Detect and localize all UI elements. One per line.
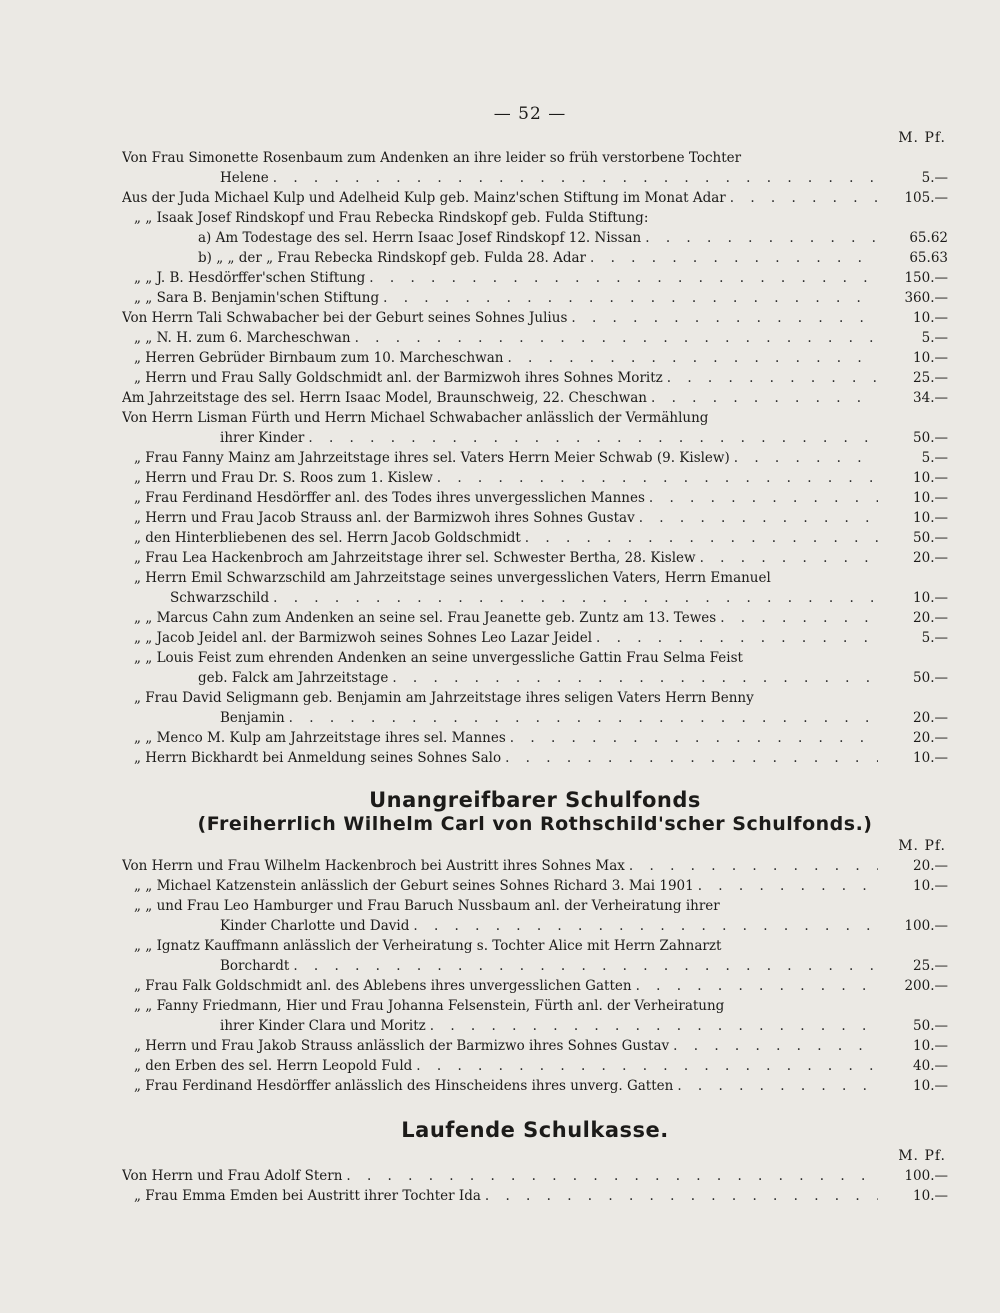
entry-text: ihrer Kinder Clara und Moritz — [220, 1018, 426, 1034]
section-title: Unangreifbarer Schulfonds — [369, 788, 701, 812]
entry-row — [122, 1186, 948, 1206]
entry-text: Helene — [220, 170, 269, 186]
entry-row — [122, 388, 948, 408]
entry-text: Am Jahrzeitstage des sel. Herrn Isaac Model, Braunschweig, 22. Cheschwan — [122, 390, 647, 406]
entry-row — [122, 508, 948, 528]
entry-amount: 20.— — [913, 730, 948, 746]
entry-text: „ Herrn und Frau Sally Goldschmidt anl. der Barmizwoh ihres Sohnes Moritz — [134, 370, 663, 386]
entry-row — [122, 896, 948, 916]
entry-row — [122, 1076, 948, 1096]
entry-text: „ „ Louis Feist zum ehrenden Andenken an seine unvergessliche Gattin Frau Selma Feist — [134, 650, 743, 666]
entry-text: „ „ und Frau Leo Hamburger und Frau Baruch Nussbaum anl. der Verheiratung ihrer — [134, 898, 720, 914]
leader-dots — [289, 708, 878, 728]
entry-text: Borchardt — [220, 958, 290, 974]
entry-amount: 34.— — [913, 390, 948, 406]
entry-text: „ den Erben des sel. Herrn Leopold Fuld — [134, 1058, 413, 1074]
entry-row — [122, 428, 948, 448]
entry-text: „ „ Fanny Friedmann, Hier und Frau Johanna Felsenstein, Fürth anl. der Verheiratung — [134, 998, 725, 1014]
entry-amount: 50.— — [913, 530, 948, 546]
unit-header: M. Pf. — [898, 130, 946, 146]
entry-row — [122, 1056, 948, 1076]
entry-amount: 10.— — [913, 510, 948, 526]
entry-text: Von Herrn und Frau Adolf Stern — [122, 1168, 343, 1184]
entry-text: „ Frau Emma Emden bei Austritt ihrer Tochter Ida — [134, 1188, 481, 1204]
entry-amount: 40.— — [913, 1058, 948, 1074]
entry-amount: 10.— — [913, 878, 948, 894]
entry-row — [122, 408, 948, 428]
entry-row — [122, 608, 948, 628]
entry-amount: 10.— — [913, 310, 948, 326]
leader-dots — [571, 308, 878, 328]
entry-text: „ Frau David Seligmann geb. Benjamin am Jahrzeitstage ihres seligen Vaters Herrn Benny — [134, 690, 754, 706]
entry-text: „ Frau Falk Goldschmidt anl. des Ablebens ihres unvergesslichen Gatten — [134, 978, 632, 994]
leader-dots — [485, 1186, 878, 1206]
entry-row — [122, 488, 948, 508]
entry-amount: 10.— — [913, 1038, 948, 1054]
entry-row — [122, 748, 948, 768]
entry-row — [122, 168, 948, 188]
leader-dots — [698, 876, 878, 896]
entry-amount: 10.— — [913, 750, 948, 766]
entry-text: „ „ Marcus Cahn zum Andenken an seine sel. Frau Jeanette geb. Zuntz am 13. Tewes — [134, 610, 717, 626]
entry-text: „ Herrn und Frau Jacob Strauss anl. der Barmizwoh ihres Sohnes Gustav — [134, 510, 635, 526]
entry-amount: 50.— — [913, 670, 948, 686]
leader-dots — [383, 288, 878, 308]
entry-amount: 25.— — [913, 370, 948, 386]
leader-dots — [645, 228, 878, 248]
entry-row — [122, 268, 948, 288]
entry-row — [122, 648, 948, 668]
entry-text: Von Herrn Lisman Fürth und Herrn Michael Schwabacher anlässlich der Vermählung — [122, 410, 709, 426]
entry-row — [122, 208, 948, 228]
entry-row — [122, 1166, 948, 1186]
entry-text: „ „ Isaak Josef Rindskopf und Frau Rebecka Rindskopf geb. Fulda Stiftung: — [134, 210, 649, 226]
section-subtitle: (Freiherrlich Wilhelm Carl von Rothschild'scher Schulfonds.) — [197, 813, 873, 835]
entry-text: „ Herrn und Frau Dr. S. Roos zum 1. Kislew — [134, 470, 433, 486]
entry-text: „ „ Michael Katzenstein anlässlich der Geburt seines Sohnes Richard 3. Mai 1901 — [134, 878, 694, 894]
leader-dots — [730, 188, 878, 208]
entry-row — [122, 228, 948, 248]
entry-row — [122, 588, 948, 608]
leader-dots — [505, 748, 878, 768]
entry-text: „ Herrn und Frau Jakob Strauss anlässlich der Barmizwo ihres Sohnes Gustav — [134, 1038, 670, 1054]
entry-text: „ Frau Ferdinand Hesdörffer anlässlich des Hinscheidens ihres unverg. Gatten — [134, 1078, 674, 1094]
leader-dots — [667, 368, 878, 388]
schulfonds-section — [122, 790, 948, 1096]
leader-dots — [437, 468, 878, 488]
entry-text: „ Frau Fanny Mainz am Jahrzeitstage ihres sel. Vaters Herrn Meier Schwab (9. Kislew) — [134, 450, 730, 466]
entry-row — [122, 1016, 948, 1036]
entry-text: „ Herren Gebrüder Birnbaum zum 10. Marcheschwan — [134, 350, 504, 366]
unit-header: M. Pf. — [898, 1148, 946, 1164]
entry-row — [122, 288, 948, 308]
leader-dots — [649, 488, 878, 508]
entry-text: „ den Hinterbliebenen des sel. Herrn Jacob Goldschmidt — [134, 530, 521, 546]
entry-row — [122, 328, 948, 348]
leader-dots — [293, 956, 878, 976]
leader-dots — [416, 1056, 878, 1076]
leader-dots — [673, 1036, 878, 1056]
entry-amount: 25.— — [913, 958, 948, 974]
page-number: — 52 — — [493, 104, 567, 124]
entry-text: „ Herrn Emil Schwarzschild am Jahrzeitstage seines unvergesslichen Vaters, Herrn Emanuel — [134, 570, 771, 586]
entry-amount: 20.— — [913, 610, 948, 626]
entry-amount: 5.— — [921, 330, 948, 346]
leader-dots — [510, 728, 878, 748]
entry-amount: 150.— — [904, 270, 948, 286]
entry-text: „ Frau Lea Hackenbroch am Jahrzeitstage ihrer sel. Schwester Bertha, 28. Kislew — [134, 550, 696, 566]
entry-row — [122, 876, 948, 896]
entry-amount: 65.62 — [909, 230, 948, 246]
entry-amount: 5.— — [921, 450, 948, 466]
entry-row — [122, 936, 948, 956]
entry-row — [122, 188, 948, 208]
entry-row — [122, 528, 948, 548]
entry-text: geb. Falck am Jahrzeitstage — [198, 670, 389, 686]
entry-row — [122, 148, 948, 168]
entry-row — [122, 628, 948, 648]
entry-amount: 50.— — [913, 430, 948, 446]
leader-dots — [525, 528, 878, 548]
entry-text: ihrer Kinder — [220, 430, 305, 446]
entry-amount: 5.— — [921, 630, 948, 646]
entry-row — [122, 248, 948, 268]
schulkasse-list — [122, 1166, 948, 1206]
entry-row — [122, 916, 948, 936]
entry-amount: 10.— — [913, 590, 948, 606]
entry-row — [122, 956, 948, 976]
entry-text: Kinder Charlotte und David — [220, 918, 410, 934]
leader-dots — [734, 448, 878, 468]
unit-header: M. Pf. — [898, 838, 946, 854]
leader-dots — [651, 388, 878, 408]
entry-text: Schwarzschild — [170, 590, 270, 606]
entry-text: „ „ Jacob Jeidel anl. der Barmizwoh seines Sohnes Leo Lazar Jeidel — [134, 630, 593, 646]
entry-row — [122, 708, 948, 728]
entry-row — [122, 568, 948, 588]
entry-amount: 10.— — [913, 1188, 948, 1204]
leader-dots — [507, 348, 878, 368]
leader-dots — [273, 168, 878, 188]
leader-dots — [636, 976, 878, 996]
entry-amount: 65.63 — [909, 250, 948, 266]
entry-amount: 105.— — [904, 190, 948, 206]
leader-dots — [308, 428, 878, 448]
leader-dots — [639, 508, 878, 528]
entry-amount: 20.— — [913, 710, 948, 726]
entry-row — [122, 468, 948, 488]
donations-list — [122, 148, 948, 768]
leader-dots — [273, 588, 878, 608]
entry-row — [122, 548, 948, 568]
entry-amount: 20.— — [913, 550, 948, 566]
entry-amount: 10.— — [913, 350, 948, 366]
leader-dots — [677, 1076, 878, 1096]
section-title: Laufende Schulkasse. — [401, 1118, 669, 1142]
entry-row — [122, 368, 948, 388]
entry-row — [122, 348, 948, 368]
leader-dots — [700, 548, 878, 568]
entry-text: b) „ „ der „ Frau Rebecka Rindskopf geb. Fulda 28. Adar — [198, 250, 587, 266]
entry-amount: 100.— — [904, 918, 948, 934]
leader-dots — [413, 916, 878, 936]
entry-row — [122, 728, 948, 748]
schulkasse-section — [122, 1120, 948, 1206]
entry-text: „ „ Sara B. Benjamin'schen Stiftung — [134, 290, 380, 306]
leader-dots — [596, 628, 878, 648]
entry-amount: 10.— — [913, 1078, 948, 1094]
entry-row — [122, 448, 948, 468]
entry-text: Von Frau Simonette Rosenbaum zum Andenken an ihre leider so früh verstorbene Tochter — [122, 150, 742, 166]
schulfonds-list — [122, 856, 948, 1096]
leader-dots — [369, 268, 878, 288]
entry-amount: 360.— — [904, 290, 948, 306]
entry-amount: 20.— — [913, 858, 948, 874]
entry-amount: 50.— — [913, 1018, 948, 1034]
entry-text: „ „ Menco M. Kulp am Jahrzeitstage ihres sel. Mannes — [134, 730, 506, 746]
entry-row — [122, 1036, 948, 1056]
leader-dots — [346, 1166, 878, 1186]
leader-dots — [629, 856, 878, 876]
entry-amount: 100.— — [904, 1168, 948, 1184]
entry-amount: 5.— — [921, 170, 948, 186]
leader-dots — [355, 328, 878, 348]
entry-row — [122, 688, 948, 708]
entry-text: „ Herrn Bickhardt bei Anmeldung seines Sohnes Salo — [134, 750, 502, 766]
leader-dots — [392, 668, 878, 688]
entry-row — [122, 856, 948, 876]
entry-text: a) Am Todestage des sel. Herrn Isaac Josef Rindskopf 12. Nissan — [198, 230, 642, 246]
entry-text: Aus der Juda Michael Kulp und Adelheid Kulp geb. Mainz'schen Stiftung im Monat Adar — [122, 190, 726, 206]
donations-section — [122, 128, 948, 768]
entry-text: „ Frau Ferdinand Hesdörffer anl. des Todes ihres unvergesslichen Mannes — [134, 490, 645, 506]
entry-text: „ „ Ignatz Kauffmann anlässlich der Verheiratung s. Tochter Alice mit Herrn Zahnarzt — [134, 938, 722, 954]
entry-text: Von Herrn Tali Schwabacher bei der Geburt seines Sohnes Julius — [122, 310, 568, 326]
entry-amount: 10.— — [913, 490, 948, 506]
entry-text: Benjamin — [220, 710, 285, 726]
entry-text: Von Herrn und Frau Wilhelm Hackenbroch bei Austritt ihres Sohnes Max — [122, 858, 625, 874]
entry-amount: 200.— — [904, 978, 948, 994]
entry-row — [122, 976, 948, 996]
leader-dots — [590, 248, 878, 268]
leader-dots — [430, 1016, 878, 1036]
entry-row — [122, 996, 948, 1016]
entry-amount: 10.— — [913, 470, 948, 486]
entry-text: „ „ N. H. zum 6. Marcheschwan — [134, 330, 351, 346]
entry-row — [122, 308, 948, 328]
entry-text: „ „ J. B. Hesdörffer'schen Stiftung — [134, 270, 366, 286]
entry-row — [122, 668, 948, 688]
leader-dots — [720, 608, 878, 628]
